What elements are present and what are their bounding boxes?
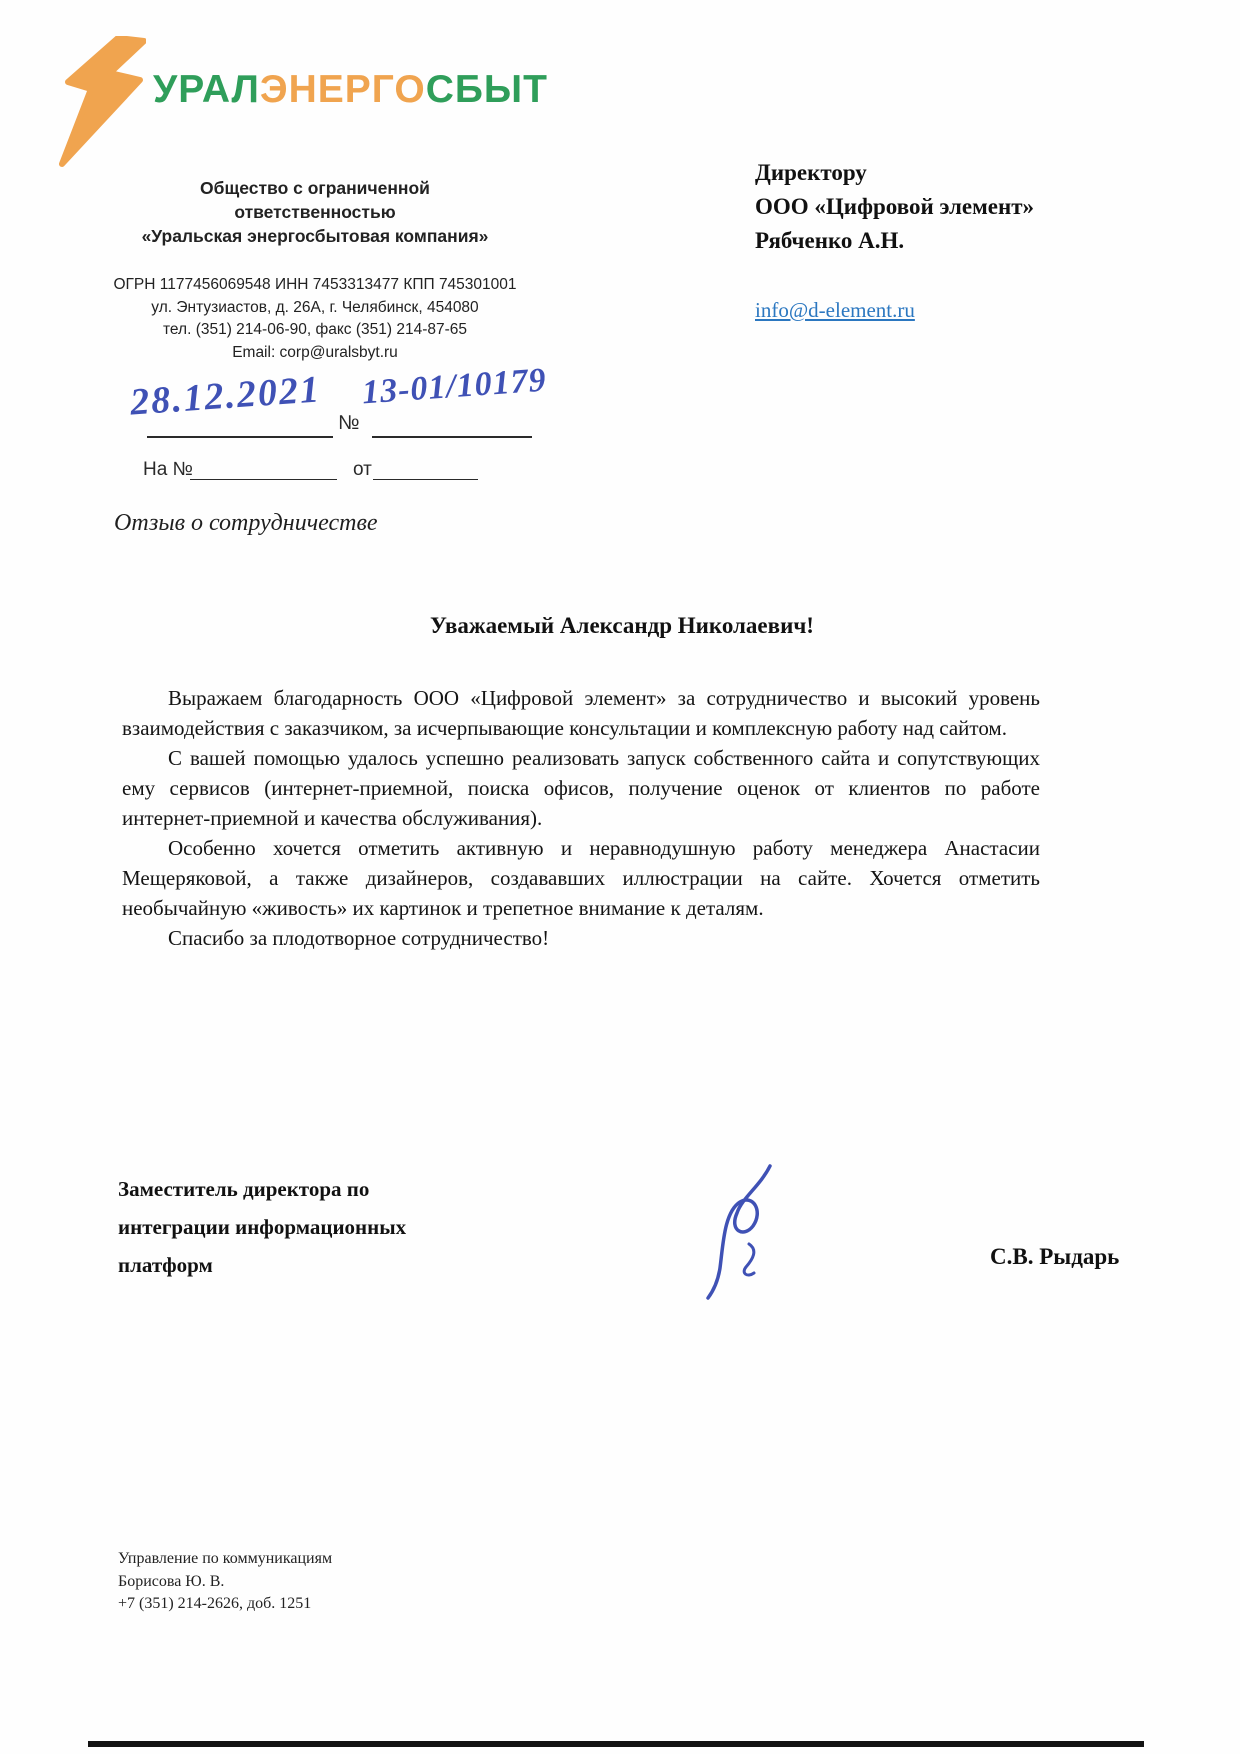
- body-paragraph: Спасибо за плодотворное сотрудничество!: [168, 926, 550, 950]
- reply-number-underline: [190, 479, 337, 480]
- salutation: Уважаемый Александр Николаевич!: [430, 613, 814, 638]
- recipient-company: ООО «Цифровой элемент»: [755, 194, 1035, 219]
- reply-date-underline: [373, 479, 478, 480]
- handwritten-outgoing-number: 13-01/10179: [360, 361, 548, 412]
- body-paragraph: Особенно хочется отметить активную и неравнодушную работу менеджера Анастасии Мещеряковой, а также дизайнеров, создававших иллюстрации на сайте. Хочется отметить необычайную «живость» их картинок и трепетное внимание к деталям.: [122, 836, 1040, 920]
- company-logo-wordmark: [153, 68, 548, 112]
- logo-segment-energo: ЭНЕРГО: [259, 68, 426, 111]
- sender-org-line: ответственностью: [234, 202, 396, 222]
- handwritten-date: 28.12.2021: [128, 368, 323, 424]
- sender-org-line: Общество с ограниченной: [200, 178, 430, 198]
- body-paragraph: С вашей помощью удалось успешно реализовать запуск собственного сайта и сопутствующих ему сервисов (интернет-приемной, поиска офисов, получение оценок от клиентов по работе интернет-приемной и качества обслуживания).: [122, 746, 1040, 830]
- number-sign-label: №: [338, 412, 360, 434]
- body-paragraph: Выражаем благодарность ООО «Цифровой элемент» за сотрудничество и высокий уровень взаимодействия с заказчиком, за исчерпывающие консультации и комплексную работу над сайтом.: [122, 686, 1040, 740]
- signer-position-line: Заместитель директора по: [118, 1177, 370, 1201]
- recipient-name: Рябченко А.Н.: [755, 228, 905, 253]
- sender-address: ул. Энтузиастов, д. 26А, г. Челябинск, 454080: [151, 298, 479, 316]
- lightning-bolt-icon: [58, 36, 146, 168]
- letter-subject: Отзыв о сотрудничестве: [114, 510, 378, 536]
- signer-position-line: интеграции информационных: [118, 1215, 407, 1239]
- scan-edge-artifact: [88, 1741, 1144, 1747]
- recipient-position: Директору: [755, 160, 867, 185]
- sender-email: Email: corp@uralsbyt.ru: [232, 343, 398, 361]
- handwritten-signature: [692, 1158, 792, 1303]
- signer-name: С.В. Рыдарь: [990, 1244, 1120, 1269]
- logo-segment-sbyt: СБЫТ: [425, 68, 548, 111]
- letter-body: [122, 683, 1040, 953]
- executor-phone: +7 (351) 214-2626, доб. 1251: [118, 1595, 312, 1612]
- reply-to-label: На №: [143, 459, 193, 480]
- number-underline: [372, 436, 532, 438]
- signer-position-line: платформ: [118, 1253, 213, 1277]
- sender-org-line: «Уральская энергосбытовая компания»: [141, 226, 489, 246]
- sender-phone-fax: тел. (351) 214-06-90, факс (351) 214-87-65: [163, 321, 467, 338]
- sender-requisites-block: [100, 176, 530, 364]
- signer-position-block: [118, 1170, 406, 1284]
- executor-contact-block: [118, 1548, 332, 1616]
- logo-segment-ural: УРАЛ: [153, 68, 260, 111]
- executor-department: Управление по коммуникациям: [118, 1550, 333, 1567]
- recipient-email-link[interactable]: info@d-element.ru: [755, 298, 915, 322]
- sender-registration-numbers: ОГРН 1177456069548 ИНН 7453313477 КПП 745301001: [113, 276, 517, 293]
- executor-name: Борисова Ю. В.: [118, 1572, 225, 1590]
- reply-from-label: от: [353, 459, 372, 480]
- date-underline: [147, 436, 333, 438]
- recipient-block: [755, 156, 1034, 258]
